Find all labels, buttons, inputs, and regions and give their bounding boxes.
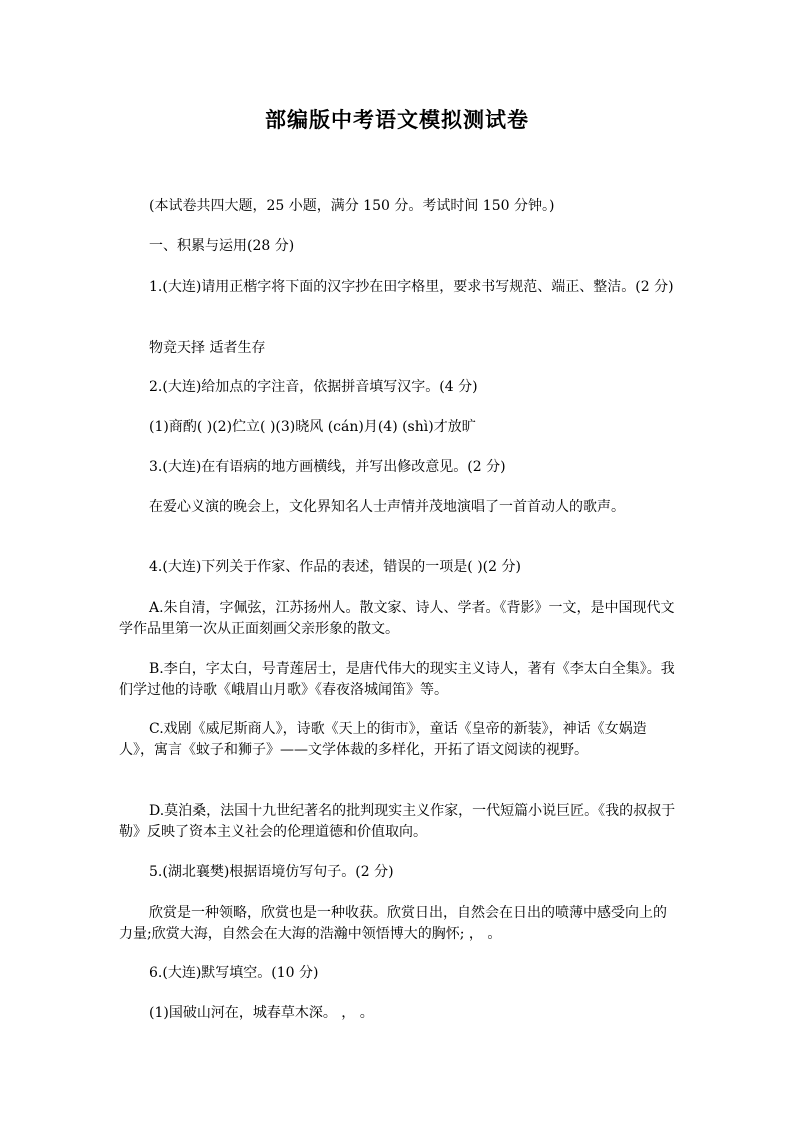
option-a: A.朱自清，字佩弦，江苏扬州人。散文家、诗人、学者。《背影》一文，是中国现代文学作品里第一次从正面刻画父亲形象的散文。 — [119, 600, 675, 637]
question-4: 4.(大连)下列关于作家、作品的表述，错误的一项是( )(2 分) — [149, 559, 521, 575]
question-1-content: 物竞天择 适者生存 — [149, 340, 266, 356]
document-title: 部编版中考语文模拟测试卷 — [265, 108, 529, 132]
question-6: 6.(大连)默写填空。(10 分) — [149, 965, 319, 981]
option-b: B.李白，字太白，号青莲居士，是唐代伟大的现实主义诗人，著有《李太白全集》。我们学过他的诗歌《峨眉山月歌》《春夜洛城闻笛》等。 — [119, 661, 675, 698]
option-d: D.莫泊桑，法国十九世纪著名的批判现实主义作家，一代短篇小说巨匠。《我的叔叔于勒》反映了资本主义社会的伦理道德和价值取向。 — [119, 803, 676, 840]
section-heading: 一、积累与运用(28 分) — [149, 238, 295, 254]
option-c: C.戏剧《威尼斯商人》，诗歌《天上的街市》，童话《皇帝的新装》，神话《女娲造人》，寓言《蚊子和狮子》——文学体裁的多样化，开拓了语文阅读的视野。 — [119, 721, 647, 758]
question-6-item-1: (1)国破山河在，城春草木深。 ， 。 — [149, 1005, 374, 1021]
question-2: 2.(大连)给加点的字注音，依据拼音填写汉字。(4 分) — [149, 379, 478, 395]
question-2-items: (1)商酌( )(2)伫立( )(3)晓风 (cán)月(4) (shì)才放旷 — [149, 419, 476, 435]
question-5: 5.(湖北襄樊)根据语境仿写句子。(2 分) — [149, 864, 394, 880]
question-5-context: 欣赏是一种领略，欣赏也是一种收获。欣赏日出，自然会在日出的喷薄中感受向上的力量;欣赏大海，自然会在大海的浩瀚中领悟博大的胸怀; ， 。 — [119, 905, 667, 942]
question-3-sentence: 在爱心义演的晚会上，文化界知名人士声情并茂地演唱了一首首动人的歌声。 — [149, 499, 625, 515]
exam-instructions: (本试卷共四大题，25 小题，满分 150 分。考试时间 150 分钟。) — [149, 198, 555, 214]
question-1: 1.(大连)请用正楷字将下面的汉字抄在田字格里，要求书写规范、端正、整洁。(2 分) — [149, 279, 674, 295]
question-3: 3.(大连)在有语病的地方画横线，并写出修改意见。(2 分) — [149, 459, 506, 475]
